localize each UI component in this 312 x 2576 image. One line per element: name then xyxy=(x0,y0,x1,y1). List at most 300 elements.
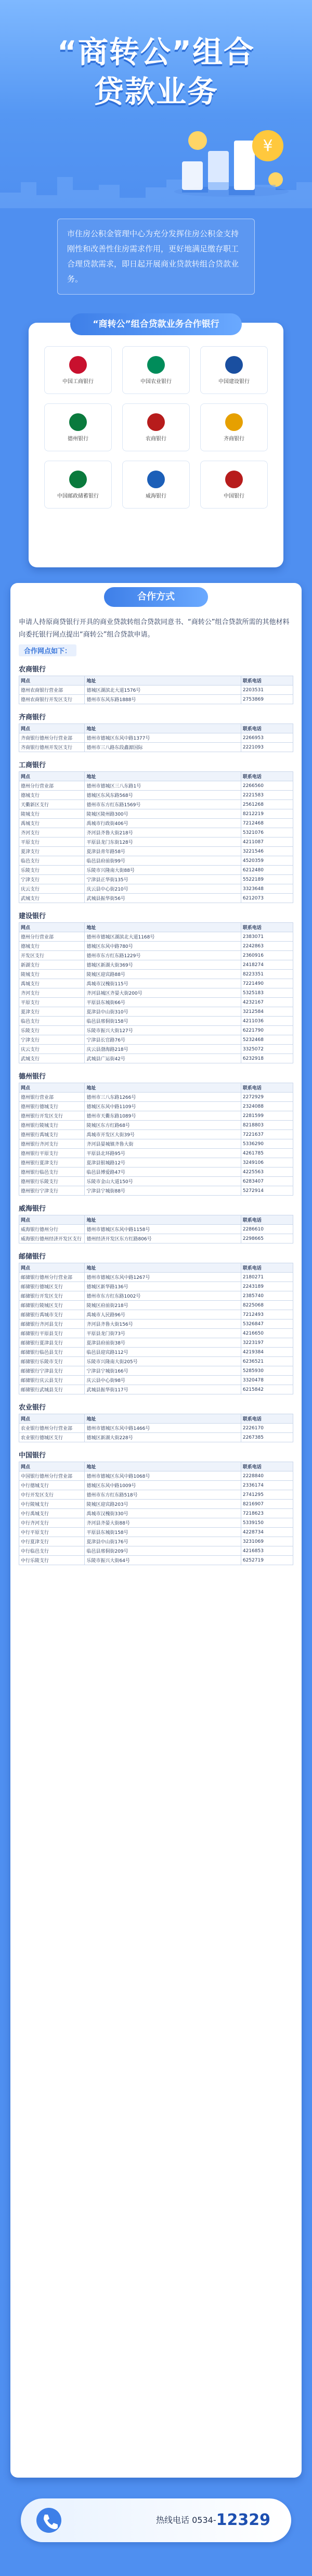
bank-tile xyxy=(200,403,268,451)
cell-phone[interactable]: 4216650 xyxy=(241,1329,293,1338)
outlet-list-label: 合作网点如下： xyxy=(19,644,76,656)
cell-phone[interactable]: 5336290 xyxy=(241,1139,293,1149)
cell-name: 齐商银行德州分行营业部 xyxy=(19,733,85,743)
table-row xyxy=(19,686,293,695)
cell-phone[interactable]: 6212073 xyxy=(241,894,293,903)
table-row xyxy=(19,866,293,875)
cell-phone[interactable]: 2267385 xyxy=(241,1433,293,1442)
cell-phone[interactable]: 3231069 xyxy=(241,1537,293,1546)
table-row xyxy=(19,1329,293,1338)
cell-phone[interactable]: 7218623 xyxy=(241,1509,293,1518)
cell-phone[interactable]: 5321076 xyxy=(241,828,293,837)
intro-card xyxy=(57,219,255,295)
column-header-name: 网点 xyxy=(19,772,85,781)
cell-phone[interactable]: 5325183 xyxy=(241,988,293,998)
bank-logo-icon xyxy=(69,471,87,488)
cell-phone[interactable]: 5272914 xyxy=(241,1186,293,1196)
table-row xyxy=(19,1546,293,1556)
table-row xyxy=(19,884,293,894)
cell-addr: 庆云县渤海路218号 xyxy=(85,1045,241,1054)
cell-phone[interactable]: 6252719 xyxy=(241,1556,293,1565)
cell-addr: 齐河县晏城镇齐鲁大街 xyxy=(85,1139,241,1149)
cell-name: 德城支行 xyxy=(19,942,85,951)
cell-addr: 夏津县中山街176号 xyxy=(85,1537,241,1546)
cell-name: 邮储银行乐陵市支行 xyxy=(19,1357,85,1366)
hotline-label: 热线电话 xyxy=(156,2515,190,2525)
cell-addr: 德州市三八东路1266号 xyxy=(85,1093,241,1102)
cell-phone[interactable]: 6212480 xyxy=(241,866,293,875)
cell-addr: 宁津县长官路76号 xyxy=(85,1035,241,1045)
title-line-2: 贷款业务 xyxy=(93,74,218,109)
table-row xyxy=(19,1111,293,1121)
cell-phone[interactable]: 4211036 xyxy=(241,1017,293,1026)
cell-phone[interactable]: 8225068 xyxy=(241,1301,293,1310)
outlet-table xyxy=(19,1083,293,1196)
table-row xyxy=(19,1045,293,1054)
cooperation-panel xyxy=(10,583,302,2478)
cell-addr: 德州市德城区东风中路1158号 xyxy=(85,1225,241,1234)
cell-addr: 夏津县中山街310号 xyxy=(85,1007,241,1017)
cell-addr: 禹城市人民路96号 xyxy=(85,1310,241,1319)
cell-name: 德州银行临邑支行 xyxy=(19,1168,85,1177)
bank-outlet-section xyxy=(19,1450,293,1565)
bank-tile xyxy=(44,403,112,451)
cell-addr: 夏津县银城路12号 xyxy=(85,1158,241,1168)
cell-name: 德州农商银行开发区支行 xyxy=(19,695,85,704)
cell-addr: 禹城市开发区大街39号 xyxy=(85,1130,241,1139)
cell-name: 齐商银行德州开发区支行 xyxy=(19,743,85,752)
cell-phone[interactable]: 3323648 xyxy=(241,884,293,894)
cell-name: 德州银行乐陵支行 xyxy=(19,1177,85,1186)
table-row xyxy=(19,1528,293,1537)
bank-logo-icon xyxy=(225,356,243,374)
bank-outlet-section xyxy=(19,1071,293,1196)
column-header-phone: 联系电话 xyxy=(241,1215,293,1225)
cell-phone[interactable]: 4228734 xyxy=(241,1528,293,1537)
cell-name: 齐河支行 xyxy=(19,988,85,998)
cell-name: 武城支行 xyxy=(19,894,85,903)
cell-phone[interactable]: 2298665 xyxy=(241,1234,293,1243)
cell-addr: 齐河县齐鲁大街156号 xyxy=(85,1319,241,1329)
outlet-table xyxy=(19,676,293,704)
table-row xyxy=(19,988,293,998)
cell-name: 陵城支行 xyxy=(19,809,85,819)
cell-phone[interactable]: 6236521 xyxy=(241,1357,293,1366)
cell-phone[interactable]: 2180271 xyxy=(241,1273,293,1282)
cell-addr: 德州市天衢东路1089号 xyxy=(85,1111,241,1121)
cell-name: 德州银行夏津支行 xyxy=(19,1158,85,1168)
hotline-bar[interactable] xyxy=(21,2498,291,2542)
table-row xyxy=(19,1093,293,1102)
table-row xyxy=(19,1433,293,1442)
cell-phone[interactable]: 3223197 xyxy=(241,1338,293,1348)
cell-phone[interactable]: 2383071 xyxy=(241,932,293,942)
cell-addr: 乐陵市兴隆南大街205号 xyxy=(85,1357,241,1366)
cell-addr: 德州市德城区三八东路1号 xyxy=(85,781,241,791)
table-header-row xyxy=(19,1263,293,1273)
cell-phone[interactable]: 2266560 xyxy=(241,781,293,791)
cell-addr: 德州市三八路东段鑫源国际 xyxy=(85,743,241,752)
cell-addr: 齐河县齐晏大街88号 xyxy=(85,1518,241,1528)
cell-phone[interactable]: 2281599 xyxy=(241,1111,293,1121)
cell-addr: 平原县龙门东街128号 xyxy=(85,837,241,847)
table-row xyxy=(19,1026,293,1035)
column-header-phone: 联系电话 xyxy=(241,1083,293,1093)
cell-addr: 平原县北环路95号 xyxy=(85,1149,241,1158)
cell-phone[interactable]: 2286610 xyxy=(241,1225,293,1234)
cell-phone[interactable]: 2221093 xyxy=(241,743,293,752)
bank-name: 德州银行 xyxy=(68,436,88,442)
cell-phone[interactable]: 5522189 xyxy=(241,875,293,884)
cell-addr: 德州市东风东路1888号 xyxy=(85,695,241,704)
cell-name: 临邑支行 xyxy=(19,1017,85,1026)
cell-phone[interactable]: 4261785 xyxy=(241,1149,293,1158)
cell-addr: 德城区新华路136号 xyxy=(85,1282,241,1291)
cell-name: 邮储银行开发区支行 xyxy=(19,1291,85,1301)
column-header-name: 网点 xyxy=(19,1414,85,1424)
table-row xyxy=(19,1556,293,1565)
bank-outlet-section xyxy=(19,910,293,1063)
bank-tile xyxy=(200,461,268,509)
table-row xyxy=(19,1319,293,1329)
table-row xyxy=(19,932,293,942)
table-row xyxy=(19,1186,293,1196)
cell-name: 农业银行德州分行营业部 xyxy=(19,1424,85,1433)
cell-phone[interactable]: 4232167 xyxy=(241,998,293,1007)
cell-phone[interactable]: 5339150 xyxy=(241,1518,293,1528)
cell-phone[interactable]: 4216853 xyxy=(241,1546,293,1556)
bank-logo-icon xyxy=(69,413,87,431)
cell-name: 夏津支行 xyxy=(19,1007,85,1017)
cell-phone[interactable]: 4211087 xyxy=(241,837,293,847)
cell-phone[interactable]: 4520359 xyxy=(241,856,293,866)
table-row xyxy=(19,1357,293,1366)
cell-name: 禹城支行 xyxy=(19,819,85,828)
city-skyline xyxy=(0,167,312,208)
table-row xyxy=(19,1310,293,1319)
cell-name: 德州银行营业部 xyxy=(19,1093,85,1102)
table-header-row xyxy=(19,1083,293,1093)
cell-phone[interactable]: 2324088 xyxy=(241,1102,293,1111)
cell-addr: 临邑县府前街99号 xyxy=(85,856,241,866)
table-row xyxy=(19,1366,293,1376)
cell-phone[interactable]: 6232918 xyxy=(241,1054,293,1063)
cell-addr: 禹城市汉槐街115号 xyxy=(85,979,241,988)
cell-name: 中行德城支行 xyxy=(19,1481,85,1490)
section-bank-name: 农商银行 xyxy=(19,666,46,674)
cell-name: 宁津支行 xyxy=(19,875,85,884)
cell-phone[interactable]: 7212493 xyxy=(241,1310,293,1319)
cell-phone[interactable]: 6283407 xyxy=(241,1177,293,1186)
cell-phone[interactable]: 6221790 xyxy=(241,1026,293,1035)
bank-logo-icon xyxy=(147,471,165,488)
cooperation-title: 合作方式 xyxy=(104,587,208,607)
column-header-addr: 地址 xyxy=(85,923,241,932)
cell-phone[interactable]: 2753869 xyxy=(241,695,293,704)
cell-addr: 临邑县博爱路47号 xyxy=(85,1168,241,1177)
cell-phone[interactable]: 2418274 xyxy=(241,960,293,970)
table-row xyxy=(19,1168,293,1177)
cell-phone[interactable]: 2561268 xyxy=(241,800,293,809)
column-header-phone: 联系电话 xyxy=(241,1462,293,1471)
cell-addr: 平原县东城街66号 xyxy=(85,998,241,1007)
cell-phone[interactable]: 6215842 xyxy=(241,1385,293,1394)
cell-name: 中行乐陵支行 xyxy=(19,1556,85,1565)
cell-name: 中行临邑支行 xyxy=(19,1546,85,1556)
cell-name: 邮储银行庆云县支行 xyxy=(19,1376,85,1385)
cell-phone[interactable]: 2336174 xyxy=(241,1481,293,1490)
cell-phone[interactable]: 5326847 xyxy=(241,1319,293,1329)
cell-name: 平原支行 xyxy=(19,998,85,1007)
bank-outlet-section xyxy=(19,759,293,903)
column-header-addr: 地址 xyxy=(85,1083,241,1093)
cell-phone[interactable]: 2360916 xyxy=(241,951,293,960)
table-row xyxy=(19,1509,293,1518)
table-header-row xyxy=(19,676,293,686)
cell-phone[interactable]: 2228840 xyxy=(241,1471,293,1481)
cell-name: 邮储银行夏津县支行 xyxy=(19,1338,85,1348)
cell-addr: 德州市东方红东路1569号 xyxy=(85,800,241,809)
cell-name: 中国银行德州分行营业部 xyxy=(19,1471,85,1481)
partner-banks-title: “商转公”组合贷款业务合作银行 xyxy=(70,313,242,335)
table-row xyxy=(19,1054,293,1063)
cell-addr: 德城区湖滨北大道1576号 xyxy=(85,686,241,695)
cell-name: 陵城支行 xyxy=(19,970,85,979)
cell-phone[interactable]: 2741295 xyxy=(241,1490,293,1500)
bank-outlet-section xyxy=(19,1402,293,1442)
cell-addr: 德州市德城区湖滨北大道1168号 xyxy=(85,932,241,942)
cell-phone[interactable]: 2221583 xyxy=(241,791,293,800)
table-row xyxy=(19,1424,293,1433)
cell-phone[interactable]: 8216907 xyxy=(241,1500,293,1509)
table-row xyxy=(19,970,293,979)
table-row xyxy=(19,1537,293,1546)
cell-name: 邮储银行陵城区支行 xyxy=(19,1301,85,1310)
cell-addr: 德城区新湖大街369号 xyxy=(85,960,241,970)
page-title xyxy=(0,32,312,111)
bank-name: 中国农业银行 xyxy=(140,378,172,385)
cell-name: 邮储银行临邑县支行 xyxy=(19,1348,85,1357)
table-row xyxy=(19,1149,293,1158)
table-row xyxy=(19,695,293,704)
table-row xyxy=(19,828,293,837)
cell-phone[interactable]: 3212584 xyxy=(241,1007,293,1017)
cell-name: 中行平原支行 xyxy=(19,1528,85,1537)
cell-addr: 乐陵市振兴大街127号 xyxy=(85,1026,241,1035)
hotline-text xyxy=(156,2511,270,2529)
cell-addr: 德城区东风中路1009号 xyxy=(85,1481,241,1490)
cell-name: 新湖支行 xyxy=(19,960,85,970)
outlet-table xyxy=(19,1263,293,1394)
cell-name: 庆云支行 xyxy=(19,1045,85,1054)
bank-outlet-section xyxy=(19,664,293,704)
cell-phone[interactable]: 8218803 xyxy=(241,1121,293,1130)
cell-name: 平原支行 xyxy=(19,837,85,847)
cell-name: 威海银行德州经济开发区支行 xyxy=(19,1234,85,1243)
cell-name: 中行夏津支行 xyxy=(19,1537,85,1546)
column-header-phone: 联系电话 xyxy=(241,772,293,781)
table-row xyxy=(19,819,293,828)
bank-logo-icon xyxy=(225,471,243,488)
cell-addr: 宁津县宁城街88号 xyxy=(85,1186,241,1196)
table-row xyxy=(19,1385,293,1394)
table-row xyxy=(19,1471,293,1481)
cell-phone[interactable]: 3320478 xyxy=(241,1376,293,1385)
title-line-1: “商转公”组合 xyxy=(57,34,255,70)
column-header-phone: 联系电话 xyxy=(241,1263,293,1273)
cell-addr: 陵城区陵州路300号 xyxy=(85,809,241,819)
cell-name: 邮储银行德州分行营业部 xyxy=(19,1273,85,1282)
cell-name: 德州银行宁津支行 xyxy=(19,1186,85,1196)
table-row xyxy=(19,800,293,809)
cell-addr: 陵城区迎宾路88号 xyxy=(85,970,241,979)
cell-addr: 德州市东方红东路518号 xyxy=(85,1490,241,1500)
cell-addr: 临邑县邢侗街209号 xyxy=(85,1546,241,1556)
bank-name: 中国建设银行 xyxy=(218,378,250,385)
outlet-sections xyxy=(19,664,293,1565)
cell-phone[interactable]: 2385740 xyxy=(241,1291,293,1301)
table-row xyxy=(19,1158,293,1168)
bank-tile xyxy=(122,461,190,509)
cell-name: 德州分行营业部 xyxy=(19,932,85,942)
cell-phone[interactable]: 5232468 xyxy=(241,1035,293,1045)
table-row xyxy=(19,1282,293,1291)
cell-addr: 德州市东方红东路1229号 xyxy=(85,951,241,960)
column-header-name: 网点 xyxy=(19,1462,85,1471)
table-row xyxy=(19,1291,293,1301)
table-row xyxy=(19,960,293,970)
outlet-table xyxy=(19,1215,293,1243)
cell-phone[interactable]: 2242863 xyxy=(241,942,293,951)
table-row xyxy=(19,837,293,847)
cell-phone[interactable]: 3325072 xyxy=(241,1045,293,1054)
cell-phone[interactable]: 7212468 xyxy=(241,819,293,828)
cell-addr: 德州市德城区东风中路1466号 xyxy=(85,1424,241,1433)
table-row xyxy=(19,1121,293,1130)
outlet-table xyxy=(19,724,293,752)
cell-name: 德州分行营业部 xyxy=(19,781,85,791)
table-row xyxy=(19,1139,293,1149)
bank-name: 中国邮政储蓄银行 xyxy=(57,493,99,499)
cell-phone[interactable]: 2226170 xyxy=(241,1424,293,1433)
section-bank-name: 中国银行 xyxy=(19,1452,46,1460)
bank-logo-grid xyxy=(44,346,268,509)
cell-addr: 德州市德城区东风中路1377号 xyxy=(85,733,241,743)
table-row xyxy=(19,1102,293,1111)
table-row xyxy=(19,1035,293,1045)
cell-phone[interactable]: 2272929 xyxy=(241,1093,293,1102)
cell-name: 庆云支行 xyxy=(19,884,85,894)
cell-phone[interactable]: 7221637 xyxy=(241,1130,293,1139)
cell-addr: 德城区新湖大街228号 xyxy=(85,1433,241,1442)
cell-addr: 齐河县城区齐晏大街200号 xyxy=(85,988,241,998)
cell-addr: 平原县龙门街73号 xyxy=(85,1329,241,1338)
cell-addr: 庆云县中心街210号 xyxy=(85,884,241,894)
cell-addr: 德州市德城区东风中路1068号 xyxy=(85,1471,241,1481)
cell-phone[interactable]: 4219384 xyxy=(241,1348,293,1357)
column-header-name: 网点 xyxy=(19,1215,85,1225)
outlet-table xyxy=(19,1414,293,1442)
table-row xyxy=(19,894,293,903)
bank-tile xyxy=(44,346,112,394)
cell-addr: 平原县东城街158号 xyxy=(85,1528,241,1537)
table-row xyxy=(19,875,293,884)
column-header-addr: 地址 xyxy=(85,1215,241,1225)
cell-phone[interactable]: 3249106 xyxy=(241,1158,293,1168)
partner-banks-panel xyxy=(29,319,283,567)
cell-phone[interactable]: 2203531 xyxy=(241,686,293,695)
cell-name: 禹城支行 xyxy=(19,979,85,988)
cell-name: 威海银行德州分行 xyxy=(19,1225,85,1234)
table-row xyxy=(19,1234,293,1243)
bank-logo-icon xyxy=(147,356,165,374)
section-bank-name: 邮储银行 xyxy=(19,1253,46,1261)
column-header-phone: 联系电话 xyxy=(241,923,293,932)
cell-addr: 德州经济开发区东方红路806号 xyxy=(85,1234,241,1243)
cell-name: 中行禹城支行 xyxy=(19,1509,85,1518)
svg-text:¥: ¥ xyxy=(263,137,273,155)
column-header-name: 网点 xyxy=(19,923,85,932)
cell-name: 中行齐河支行 xyxy=(19,1518,85,1528)
bank-tile xyxy=(44,461,112,509)
table-row xyxy=(19,809,293,819)
cell-name: 开发区支行 xyxy=(19,951,85,960)
table-row xyxy=(19,979,293,988)
cell-addr: 陵城区府前街218号 xyxy=(85,1301,241,1310)
table-row xyxy=(19,1007,293,1017)
cell-phone[interactable]: 5285930 xyxy=(241,1366,293,1376)
table-header-row xyxy=(19,772,293,781)
column-header-phone: 联系电话 xyxy=(241,1414,293,1424)
cell-phone[interactable]: 4225563 xyxy=(241,1168,293,1177)
column-header-name: 网点 xyxy=(19,1083,85,1093)
column-header-addr: 地址 xyxy=(85,676,241,686)
cell-phone[interactable]: 8212219 xyxy=(241,809,293,819)
table-row xyxy=(19,1225,293,1234)
cell-addr: 乐陵市金山大道150号 xyxy=(85,1177,241,1186)
cell-name: 农业银行德城区支行 xyxy=(19,1433,85,1442)
cell-phone[interactable]: 7221490 xyxy=(241,979,293,988)
cell-addr: 宁津县正华街135号 xyxy=(85,875,241,884)
outlet-table xyxy=(19,771,293,903)
column-header-addr: 地址 xyxy=(85,1462,241,1471)
cell-phone[interactable]: 2243189 xyxy=(241,1282,293,1291)
bank-outlet-section xyxy=(19,1251,293,1394)
cell-addr: 夏津县青年路58号 xyxy=(85,847,241,856)
cell-phone[interactable]: 3221546 xyxy=(241,847,293,856)
cell-name: 天衢新区支行 xyxy=(19,800,85,809)
table-row xyxy=(19,1518,293,1528)
hotline-number: 12329 xyxy=(216,2511,270,2529)
column-header-addr: 地址 xyxy=(85,1414,241,1424)
bank-tile xyxy=(122,346,190,394)
table-row xyxy=(19,1500,293,1509)
cell-phone[interactable]: 8223351 xyxy=(241,970,293,979)
cell-name: 邮储银行宁津县支行 xyxy=(19,1366,85,1376)
column-header-phone: 联系电话 xyxy=(241,676,293,686)
cell-name: 乐陵支行 xyxy=(19,866,85,875)
cell-name: 齐河支行 xyxy=(19,828,85,837)
cell-name: 临邑支行 xyxy=(19,856,85,866)
cell-name: 中行开发区支行 xyxy=(19,1490,85,1500)
cell-phone[interactable]: 2266953 xyxy=(241,733,293,743)
bank-logo-icon xyxy=(69,356,87,374)
cell-name: 邮储银行齐河县支行 xyxy=(19,1319,85,1329)
column-header-name: 网点 xyxy=(19,724,85,733)
intro-text: 市住房公积金管理中心为充分发挥住房公积金支持刚性和改善性住房需求作用，更好地满足缴存职工合理贷款需求，即日起开展商业贷款转组合贷款业务。 xyxy=(67,229,239,284)
table-row xyxy=(19,847,293,856)
table-row xyxy=(19,951,293,960)
